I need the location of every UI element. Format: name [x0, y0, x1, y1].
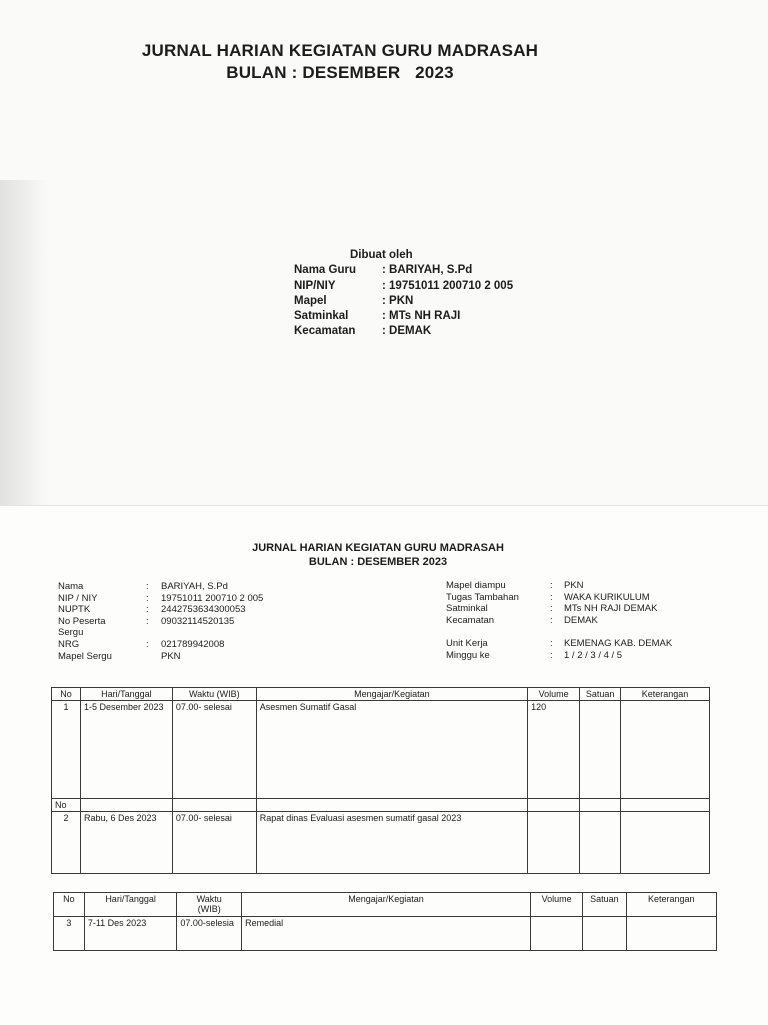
- info-row: [446, 638, 672, 650]
- cell-volume: [530, 917, 582, 951]
- info-separator: :: [146, 638, 149, 650]
- field-value: : BARIYAH, S.Pd: [382, 264, 473, 277]
- info-row: [58, 639, 263, 651]
- header-date: Hari/Tanggal: [84, 893, 177, 917]
- cover-field-row: [294, 324, 513, 339]
- field-value: : MTs NH RAJI: [382, 310, 461, 323]
- info-row: [446, 615, 672, 627]
- info-label: No Peserta: [58, 615, 106, 627]
- info-label: Satminkal: [446, 603, 488, 615]
- journal-title: [0, 541, 768, 569]
- header-time: Waktu (WIB): [172, 688, 256, 701]
- cell-activity: [256, 799, 527, 812]
- journal-title-line1: JURNAL HARIAN KEGIATAN GURU MADRASAH: [252, 542, 504, 554]
- field-label: Kecamatan: [294, 325, 356, 338]
- info-value: 19751011 200710 2 005: [161, 592, 264, 604]
- field-label: NIP/NIY: [294, 279, 336, 292]
- info-value: 1 / 2 / 3 / 4 / 5: [564, 649, 623, 661]
- info-row: [58, 604, 263, 616]
- cell-time: 07.00-selesia: [177, 917, 242, 951]
- info-label: NUPTK: [58, 604, 91, 616]
- cell-activity: Remedial: [242, 917, 531, 951]
- cell-unit: [580, 812, 621, 874]
- cell-date: Rabu, 6 Des 2023: [80, 812, 172, 874]
- cell-date: 1-5 Desember 2023: [80, 701, 172, 799]
- header-date: Hari/Tanggal: [80, 688, 172, 701]
- info-label: Tugas Tambahan: [446, 591, 519, 603]
- info-value: PKN: [564, 580, 584, 591]
- info-row: [58, 651, 263, 663]
- cell-volume: 120: [528, 701, 580, 799]
- info-spacer: [446, 626, 672, 638]
- info-separator: :: [146, 592, 149, 604]
- activity-table-2: [53, 892, 717, 951]
- table-row: [52, 799, 710, 812]
- cell-volume: [528, 799, 580, 812]
- cell-unit: [580, 701, 621, 799]
- info-separator: :: [550, 580, 553, 591]
- info-row: [446, 592, 672, 604]
- cell-time: [172, 799, 256, 812]
- activity-table-1: [51, 687, 710, 874]
- table-header-row: [52, 688, 710, 701]
- table-row: [54, 917, 717, 951]
- cover-field-row: [294, 294, 513, 309]
- journal-title-line2: BULAN : DESEMBER 2023: [308, 556, 448, 568]
- cell-notes: [626, 917, 717, 951]
- info-label: Nama: [58, 581, 84, 592]
- header-volume: Volume: [530, 893, 582, 917]
- info-separator: [146, 627, 161, 639]
- info-separator: :: [550, 591, 553, 603]
- info-row: [58, 581, 263, 593]
- made-by-label: Dibuat oleh: [350, 249, 413, 261]
- cell-activity: Asesmen Sumatif Gasal: [256, 701, 527, 799]
- header-activity: Mengajar/Kegiatan: [256, 688, 527, 701]
- info-row: [58, 593, 263, 605]
- header-time: Waktu (WIB): [177, 893, 242, 917]
- table-header-row: [54, 893, 717, 917]
- info-separator: :: [146, 604, 149, 616]
- info-separator: [146, 651, 161, 663]
- cover-title-line1: JURNAL HARIAN KEGIATAN GURU MADRASAH: [141, 41, 539, 60]
- field-value: : PKN: [382, 294, 414, 307]
- info-value: 021789942008: [161, 638, 225, 650]
- info-separator: :: [146, 615, 149, 627]
- cell-no: No: [52, 799, 81, 812]
- info-separator: :: [550, 603, 553, 615]
- table-row: [52, 701, 710, 799]
- cover-title-line2: BULAN : DESEMBER 2023: [226, 63, 454, 82]
- info-value: 2442753634300053: [161, 604, 246, 616]
- cell-no: 2: [52, 812, 81, 874]
- info-row: [446, 580, 672, 592]
- cell-volume: [528, 812, 580, 874]
- field-value: : 19751011 200710 2 005: [382, 279, 514, 292]
- cell-no: 1: [52, 701, 81, 799]
- cell-notes: [621, 799, 710, 812]
- cover-field-row: [294, 309, 513, 324]
- info-separator: :: [550, 614, 553, 626]
- cell-unit: [583, 917, 626, 951]
- header-notes: Keterangan: [621, 688, 710, 701]
- info-value: PKN: [161, 650, 181, 662]
- teacher-info-right: [446, 580, 672, 661]
- cell-no: 3: [54, 917, 85, 951]
- teacher-info-left: [58, 581, 263, 662]
- cover-field-row: [294, 263, 513, 278]
- cell-date: [80, 799, 172, 812]
- field-label: Satminkal: [294, 310, 349, 323]
- cell-date: 7-11 Des 2023: [84, 917, 177, 951]
- field-label: Nama Guru: [294, 264, 356, 277]
- cell-unit: [580, 799, 621, 812]
- cover-identity-block: [294, 248, 513, 340]
- info-value: DEMAK: [564, 614, 598, 626]
- cover-title: [0, 40, 680, 84]
- info-label: Mapel diampu: [446, 580, 506, 591]
- info-row: [58, 627, 263, 639]
- cell-activity: Rapat dinas Evaluasi asesmen sumatif gasal 2023: [256, 812, 527, 874]
- table-row: [52, 812, 710, 874]
- cover-field-row: [294, 279, 513, 294]
- header-no: No: [54, 893, 85, 917]
- cell-notes: [621, 701, 710, 799]
- header-no: No: [52, 688, 81, 701]
- field-label: Mapel: [294, 294, 327, 307]
- info-separator: :: [550, 637, 553, 649]
- info-row: [58, 616, 263, 628]
- info-label: Mapel Sergu: [58, 650, 112, 662]
- info-separator: :: [550, 649, 553, 661]
- info-row: [446, 603, 672, 615]
- cell-time: 07.00- selesai: [172, 701, 256, 799]
- cell-time: 07.00- selesai: [172, 812, 256, 874]
- info-row: [446, 650, 672, 662]
- header-activity: Mengajar/Kegiatan: [242, 893, 531, 917]
- info-label: Minggu ke: [446, 649, 490, 661]
- info-separator: :: [146, 581, 149, 592]
- info-value: MTs NH RAJI DEMAK: [564, 603, 658, 615]
- header-unit: Satuan: [583, 893, 626, 917]
- info-value: KEMENAG KAB. DEMAK: [564, 637, 673, 649]
- info-label: NRG: [58, 638, 80, 650]
- header-notes: Keterangan: [626, 893, 717, 917]
- header-volume: Volume: [528, 688, 580, 701]
- info-label: Unit Kerja: [446, 637, 488, 649]
- info-value: WAKA KURIKULUM: [564, 591, 650, 603]
- info-label: NIP / NIY: [58, 592, 98, 604]
- info-value: 09032114520135: [161, 615, 235, 627]
- paper-edge-shadow: [0, 180, 48, 510]
- field-value: : DEMAK: [382, 325, 432, 338]
- info-label: Kecamatan: [446, 614, 495, 626]
- cell-notes: [621, 812, 710, 874]
- header-unit: Satuan: [580, 688, 621, 701]
- info-label: Sergu: [58, 627, 84, 639]
- info-value: BARIYAH, S.Pd: [161, 581, 228, 592]
